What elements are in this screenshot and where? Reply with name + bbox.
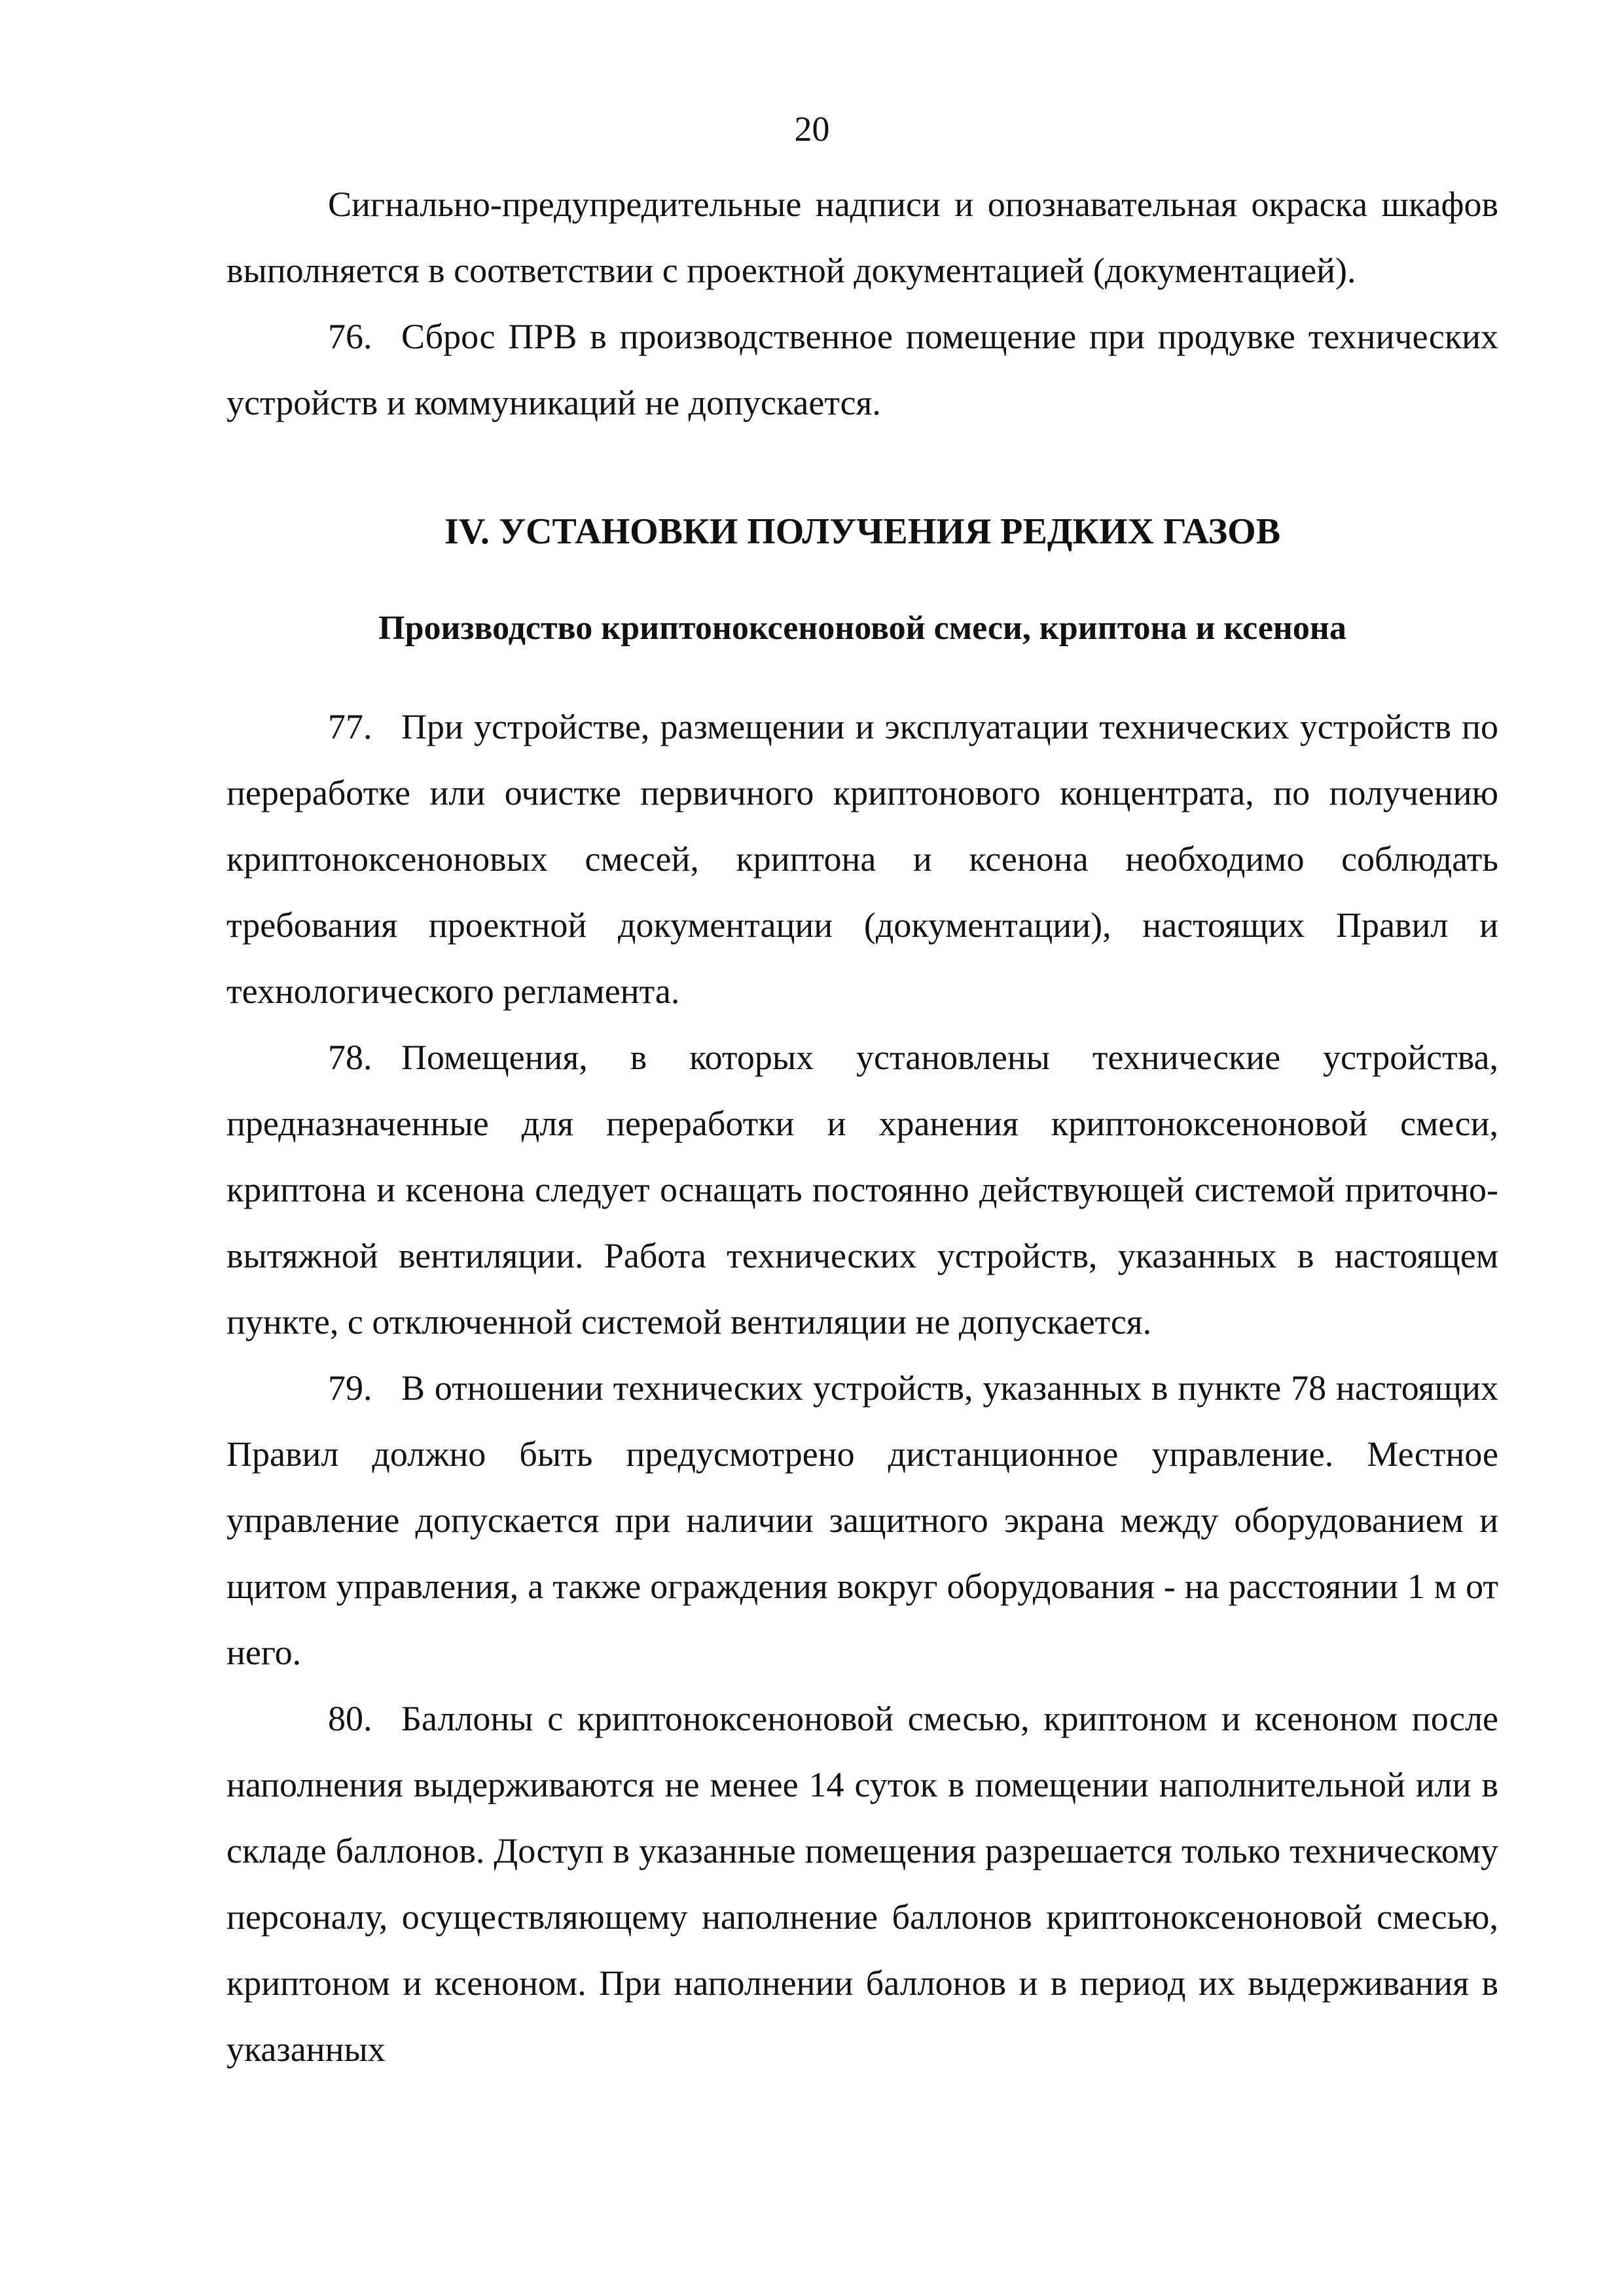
paragraph-number: 80. [328,1699,372,1738]
paragraph-78 [226,1025,1498,1355]
paragraph-number: 78. [328,1038,372,1077]
paragraph-77 [226,694,1498,1025]
paragraph-text: При устройстве, размещении и эксплуатации технических устройств по переработке или очистке первичного криптонового концентрата, по получению криптоноксеноновых смесей, криптона и ксенона необходимо соблюдать требования проектной документации (документации), настоящих Правил и технологического регламента. [226,707,1498,1011]
page-content [226,172,1498,2083]
paragraph-number: 79. [328,1368,372,1408]
paragraph-text: В отношении технических устройств, указанных в пункте 78 настоящих Правил должно быть предусмотрено дистанционное управление. Местное управление допускается при наличии защитного экрана между оборудованием и щитом управления, а также ограждения вокруг оборудования - на расстоянии 1 м от него. [226,1368,1498,1672]
subsection-title: Производство криптоноксеноновой смеси, криптона и ксенона [378,610,1346,647]
paragraph-number: 76. [328,317,372,356]
page-number: 20 [794,109,830,149]
paragraph-text: Баллоны с криптоноксеноновой смесью, криптоном и ксеноном после наполнения выдерживаются не менее 14 суток в помещении наполнительной или в складе баллонов. Доступ в указанные помещения разрешается только техническому персоналу, осуществляющему наполнение баллонов криптоноксеноновой смесью, криптоном и ксеноном. При наполнении баллонов и в период их выдерживания в указанных [226,1699,1498,2069]
paragraph-76 [226,304,1498,436]
paragraph-text: Помещения, в которых установлены технические устройства, предназначенные для переработки и хранения криптоноксеноновой смеси, криптона и ксенона следует оснащать постоянно действующей системой приточно-вытяжной вентиляции. Работа технических устройств, указанных в настоящем пункте, с отключенной системой вентиляции не допускается. [226,1038,1498,1341]
paragraph-80 [226,1686,1498,2083]
paragraph-75-continuation: Сигнально-предупредительные надписи и опознавательная окраска шкафов выполняется в соответствии с проектной документацией (документацией). [226,185,1498,290]
section-title: IV. УСТАНОВКИ ПОЛУЧЕНИЯ РЕДКИХ ГАЗОВ [444,511,1281,552]
paragraph-text: Сброс ПРВ в производственное помещение при продувке технических устройств и коммуникаций не допускается. [226,317,1498,422]
paragraph-number: 77. [328,707,372,746]
paragraph-79 [226,1355,1498,1686]
